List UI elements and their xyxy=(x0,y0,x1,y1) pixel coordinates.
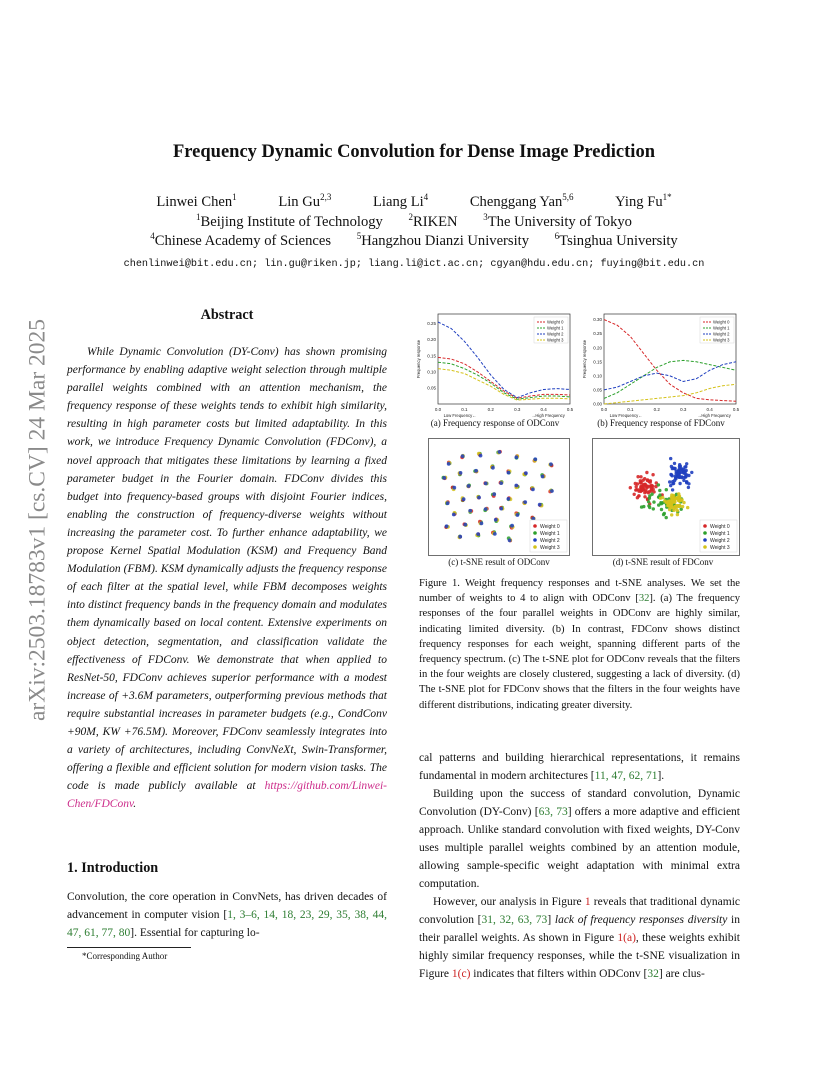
series-line-weight-1 xyxy=(604,360,736,398)
legend-label: Weight 0 xyxy=(710,523,730,530)
legend-label: Weight 2 xyxy=(713,331,730,337)
scatter-point xyxy=(659,501,662,504)
tsne-odconv-chart xyxy=(428,438,570,556)
footnote: *Corresponding Author xyxy=(82,951,168,961)
subcaption-a: (a) Frequency response of ODConv xyxy=(430,418,560,428)
scatter-point xyxy=(647,485,650,488)
scatter-point xyxy=(445,524,449,528)
legend-swatch xyxy=(533,538,537,542)
x-tick-label: 0.3 xyxy=(680,407,687,412)
x-tick-label: 0.0 xyxy=(434,407,442,412)
y-tick-label: 0.25 xyxy=(427,321,436,327)
x-axis-label-high: →High Frequency xyxy=(697,413,731,418)
scatter-point xyxy=(636,482,639,485)
scatter-point xyxy=(468,509,472,513)
legend-label: Weight 0 xyxy=(547,319,564,325)
scatter-point xyxy=(639,485,642,488)
x-tick-label: 0.0 xyxy=(600,407,608,412)
scatter-point xyxy=(476,532,480,536)
scatter-point xyxy=(682,476,685,479)
scatter-point xyxy=(666,501,669,504)
paper-title: Frequency Dynamic Convolution for Dense Image Prediction xyxy=(172,142,655,162)
scatter-point xyxy=(668,504,671,507)
scatter-point xyxy=(477,496,481,500)
series-line-weight-0 xyxy=(438,357,570,398)
scatter-point xyxy=(498,450,502,454)
scatter-point xyxy=(641,488,644,491)
scatter-point xyxy=(650,485,653,488)
scatter-point xyxy=(685,462,688,465)
x-tick-label: 0.5 xyxy=(566,407,574,412)
y-tick-label: 0.15 xyxy=(593,359,602,365)
scatter-point xyxy=(651,473,654,476)
scatter-point xyxy=(647,504,650,507)
scatter-point xyxy=(494,518,498,522)
author-emails: chenlinwei@bit.edu.cn; lin.gu@riken.jp; liang.li@ict.ac.cn; cgyan@hdu.edu.cn; fuying@bit.edu.cn xyxy=(123,259,705,270)
scatter-point xyxy=(678,463,681,466)
scatter-point xyxy=(678,482,681,485)
scatter-point xyxy=(480,522,484,526)
x-axis-label-low: Low Frequency← xyxy=(443,413,477,418)
tsne-fdconv-chart xyxy=(592,438,740,556)
x-tick-label: 0.1 xyxy=(627,407,634,412)
paragraph: However, our analysis in Figure 1 reveals that traditional dynamic convolution [31, 32, 63, 73] lack of frequency responses diversity in their parallel weights. As shown in Figure 1(a), these weights exhibit highly similar frequency responses, while the t-SNE visualization in Figure 1(c) indicates that filters within ODConv [32] are clus- xyxy=(419,896,740,980)
scatter-point xyxy=(681,505,684,508)
scatter-point xyxy=(643,495,646,498)
scatter-point xyxy=(682,501,685,504)
scatter-point xyxy=(484,507,488,511)
scatter-point xyxy=(671,480,674,483)
legend-swatch xyxy=(533,524,537,528)
scatter-point xyxy=(677,492,680,495)
author-1: Linwei Chen$^1$ xyxy=(156,192,237,210)
scatter-point xyxy=(671,496,674,499)
scatter-point xyxy=(507,497,511,501)
x-tick-label: 0.1 xyxy=(461,407,468,412)
scatter-point xyxy=(533,457,537,461)
scatter-point xyxy=(680,498,683,501)
scatter-point xyxy=(678,504,681,507)
scatter-point xyxy=(675,472,678,475)
intro-paragraph: Convolution, the core operation in ConvNets, has driven decades of advancement in computer vision [1, 3–6, 14, 18, 23, 29, 35, 38, 44, 47, 61, 77, 80]. Essential for capturing lo- xyxy=(67,891,388,939)
scatter-point xyxy=(668,480,671,483)
legend-swatch xyxy=(533,531,537,535)
x-axis-label-high: →High Frequency xyxy=(531,413,565,418)
scatter-point xyxy=(676,496,679,499)
legend-label: Weight 1 xyxy=(710,530,730,537)
scatter-point xyxy=(644,490,647,493)
author-2: Lin Gu$^{2,3}$ xyxy=(278,192,332,210)
author-4: Chenggang Yan$^{5,6}$ xyxy=(469,192,574,210)
scatter-point xyxy=(665,488,668,491)
affiliations-line-1: $^1$Beijing Institute of Technology $^2$RIKEN $^3$The University of Tokyo xyxy=(196,212,632,230)
subcaption-b: (b) Frequency response of FDConv xyxy=(597,418,725,428)
y-axis-label: Frequency response xyxy=(582,339,587,379)
author-5: Ying $Fu^{1*}$ xyxy=(615,192,672,210)
y-tick-label: 0.10 xyxy=(427,369,436,375)
legend-label: Weight 3 xyxy=(540,544,560,551)
scatter-point xyxy=(671,488,674,491)
scatter-point xyxy=(676,509,679,512)
legend-swatch xyxy=(703,531,707,535)
y-tick-label: 0.10 xyxy=(593,373,602,379)
scatter-point xyxy=(685,480,688,483)
legend-swatch xyxy=(703,545,707,549)
scatter-point xyxy=(686,506,689,509)
scatter-point xyxy=(665,516,668,519)
scatter-point xyxy=(510,524,514,528)
paragraph: cal patterns and building hierarchical representations, it remains fundamental in modern architectures [11, 47, 62, 71]. xyxy=(419,752,740,782)
legend-swatch xyxy=(703,538,707,542)
scatter-point xyxy=(458,535,462,539)
frequency-response-fdconv-chart xyxy=(578,308,744,420)
scatter-point xyxy=(516,513,520,517)
scatter-point xyxy=(661,496,664,499)
scatter-point xyxy=(639,480,642,483)
scatter-point xyxy=(647,500,650,503)
scatter-point xyxy=(491,466,495,470)
x-tick-label: 0.5 xyxy=(732,407,740,412)
y-axis-label: Frequency response xyxy=(416,339,421,379)
subcaption-d: (d) t-SNE result of FDConv xyxy=(612,557,714,567)
series-line-weight-1 xyxy=(438,362,570,399)
citation-links[interactable]: 1, 3–6, 14, 18, 23, 29, 35, 38, 44, 47, 61, 77, 80 xyxy=(67,909,388,939)
scatter-point xyxy=(645,471,648,474)
scatter-point xyxy=(550,489,554,493)
scatter-point xyxy=(484,482,488,486)
series-line-weight-3 xyxy=(438,369,570,401)
footnote-divider xyxy=(67,947,191,948)
x-tick-label: 0.2 xyxy=(487,407,494,412)
legend-label: Weight 1 xyxy=(547,325,564,331)
scatter-point xyxy=(538,503,542,507)
scatter-point xyxy=(467,484,471,488)
scatter-point xyxy=(674,505,677,508)
affiliations-line-2: $^4$Chinese Academy of Sciences $^5$Hangzhou Dianzi University $^6$Tsinghua University xyxy=(150,231,678,249)
y-tick-label: 0.05 xyxy=(593,387,602,393)
section-heading-introduction: 1. Introduction xyxy=(67,860,159,876)
legend-label: Weight 2 xyxy=(710,537,730,544)
scatter-point xyxy=(676,513,679,516)
subcaption-c: (c) t-SNE result of ODConv xyxy=(448,557,550,567)
scatter-point xyxy=(652,507,655,510)
scatter-point xyxy=(636,496,639,499)
legend-swatch xyxy=(533,545,537,549)
scatter-point xyxy=(646,478,649,481)
scatter-point xyxy=(447,462,451,466)
scatter-point xyxy=(670,513,673,516)
author-list xyxy=(0,194,828,211)
figure-1-caption: Figure 1. Weight frequency responses and t-SNE analyses. We set the number of weights to 4 to align with ODConv [32]. (a) The frequency responses of the four parallel weights in ODConv are highly similar, indicating limited diversity. (b) In contrast, FDConv shows distinct frequency responses for each weight, spanning different parts of the frequency spectrum. (c) The t-SNE plot for ODConv reveals that the filters in the four weights are closely clustered, suggesting a lack of diversity. (d) The t-SNE plot for FDConv shows that the filters in the four weights have different distributions, indicating greater diversity. xyxy=(419,578,740,711)
scatter-point xyxy=(499,481,503,485)
scatter-point xyxy=(493,532,497,536)
series-line-weight-3 xyxy=(604,384,736,404)
legend-label: Weight 2 xyxy=(547,331,564,337)
scatter-point xyxy=(652,500,655,503)
legend-label: Weight 3 xyxy=(710,544,730,551)
scatter-point xyxy=(463,523,467,527)
scatter-point xyxy=(671,467,674,470)
y-tick-label: 0.20 xyxy=(427,337,436,343)
scatter-point xyxy=(660,508,663,511)
abstract-body: While Dynamic Convolution (DY-Conv) has shown promising performance by enabling adaptive weight selection through multiple parallel weights combined with an attention mechanism, the frequency response of these weights tends to exhibit high similarity, resulting in high parameter costs but limited adaptability. In this work, we introduce Frequency Dynamic Convolution (FDConv), a novel approach that mitigates these limitations by learning a fixed parameter budget in the Fourier domain. FDConv divides this budget into frequency-based groups with disjoint Fourier indices, enabling the construction of frequency-diverse weights without increasing the parameter cost. To further enhance adaptability, we propose Kernel Spatial Modulation (KSM) and Frequency Band Modulation (FBM). KSM dynamically adjusts the frequency response of each filter at the spatial level, while FBM decomposes weights into distinct frequency bands in the frequency domain and modulates them dynamically based on local content. Extensive experiments on object detection, segmentation, and classification validate the effectiveness of FDConv. We demonstrate that when applied to ResNet-50, FDConv achieves superior performance with a modest increase of +3.6M parameters, outperforming previous methods that require substantial increases in parameter budgets (e.g., CondConv +90M, KW +76.5M). Moreover, FDConv seamlessly integrates into a variety of architectures, including ConvNeXt, Swin-Transformer, offering a flexible and efficient solution for modern vision tasks. The code is made publicly available at https://github.com/Linwei-Chen/FDConv. xyxy=(67,346,387,811)
scatter-point xyxy=(679,471,682,474)
scatter-point xyxy=(515,455,519,459)
scatter-point xyxy=(639,475,642,478)
legend-label: Weight 1 xyxy=(713,325,730,331)
scatter-point xyxy=(683,465,686,468)
right-column-text xyxy=(419,749,740,983)
scatter-point xyxy=(648,490,651,493)
scatter-point xyxy=(634,488,637,491)
scatter-point xyxy=(446,501,450,505)
scatter-point xyxy=(669,457,672,460)
scatter-point xyxy=(669,473,672,476)
code-link[interactable]: https://github.com/Linwei-Chen/FDConv xyxy=(67,780,387,811)
legend-label: Weight 0 xyxy=(713,319,730,325)
y-tick-label: 0.20 xyxy=(593,345,602,351)
paragraph: Building upon the success of standard convolution, Dynamic Convolution (DY-Conv) [63, 73] offers a more adaptive and efficient approach. Unlike standard convolution with fixed weights, DY-Conv uses multiple parallel weights combined by an attention module, allowing sample-specific weight adaptation with minimal extra computation. xyxy=(419,788,740,890)
scatter-point xyxy=(452,486,456,490)
author-3: Liang Li$^4$ xyxy=(373,192,429,210)
scatter-point xyxy=(636,475,639,478)
scatter-point xyxy=(499,507,503,511)
y-tick-label: 0.00 xyxy=(593,401,602,407)
scatter-point xyxy=(633,493,636,496)
legend-swatch xyxy=(703,524,707,528)
scatter-point xyxy=(685,469,688,472)
scatter-point xyxy=(674,475,677,478)
scatter-point xyxy=(658,489,661,492)
abstract-heading: Abstract xyxy=(200,307,254,323)
scatter-point xyxy=(669,484,672,487)
scatter-point xyxy=(452,513,456,517)
scatter-point xyxy=(649,481,652,484)
scatter-point xyxy=(479,454,483,458)
scatter-point xyxy=(474,469,478,473)
scatter-point xyxy=(657,483,660,486)
scatter-point xyxy=(459,471,463,475)
scatter-point xyxy=(680,467,683,470)
scatter-point xyxy=(629,486,632,489)
scatter-point xyxy=(549,462,553,466)
scatter-point xyxy=(507,471,511,475)
x-axis-label-low: Low Frequency← xyxy=(609,413,643,418)
arxiv-stamp: arXiv:2503.18783v1 [cs.CV] 24 Mar 2025 xyxy=(24,318,51,722)
scatter-point xyxy=(531,488,535,492)
legend-label: Weight 1 xyxy=(540,530,560,537)
scatter-point xyxy=(541,475,545,479)
scatter-point xyxy=(514,484,518,488)
scatter-point xyxy=(640,505,643,508)
x-tick-label: 0.3 xyxy=(514,407,521,412)
legend-label: Weight 2 xyxy=(540,537,560,544)
y-tick-label: 0.30 xyxy=(593,317,602,323)
scatter-point xyxy=(461,454,465,458)
scatter-point xyxy=(672,509,675,512)
scatter-point xyxy=(668,508,671,511)
scatter-point xyxy=(524,471,528,475)
scatter-point xyxy=(523,500,527,504)
x-tick-label: 0.4 xyxy=(706,407,713,412)
y-tick-label: 0.15 xyxy=(427,353,436,359)
scatter-point xyxy=(492,492,496,496)
scatter-point xyxy=(673,462,676,465)
scatter-point xyxy=(442,476,446,480)
scatter-point xyxy=(662,513,665,516)
frequency-response-odconv-chart xyxy=(412,308,578,420)
scatter-point xyxy=(508,538,512,542)
scatter-point xyxy=(462,497,466,501)
x-tick-label: 0.4 xyxy=(540,407,547,412)
legend-label: Weight 0 xyxy=(540,523,560,530)
y-tick-label: 0.05 xyxy=(427,385,436,391)
legend-label: Weight 3 xyxy=(713,337,730,343)
x-tick-label: 0.2 xyxy=(653,407,660,412)
scatter-point xyxy=(687,486,690,489)
legend-label: Weight 3 xyxy=(547,337,564,343)
scatter-point xyxy=(648,494,651,497)
y-tick-label: 0.25 xyxy=(593,331,602,337)
scatter-point xyxy=(690,471,693,474)
